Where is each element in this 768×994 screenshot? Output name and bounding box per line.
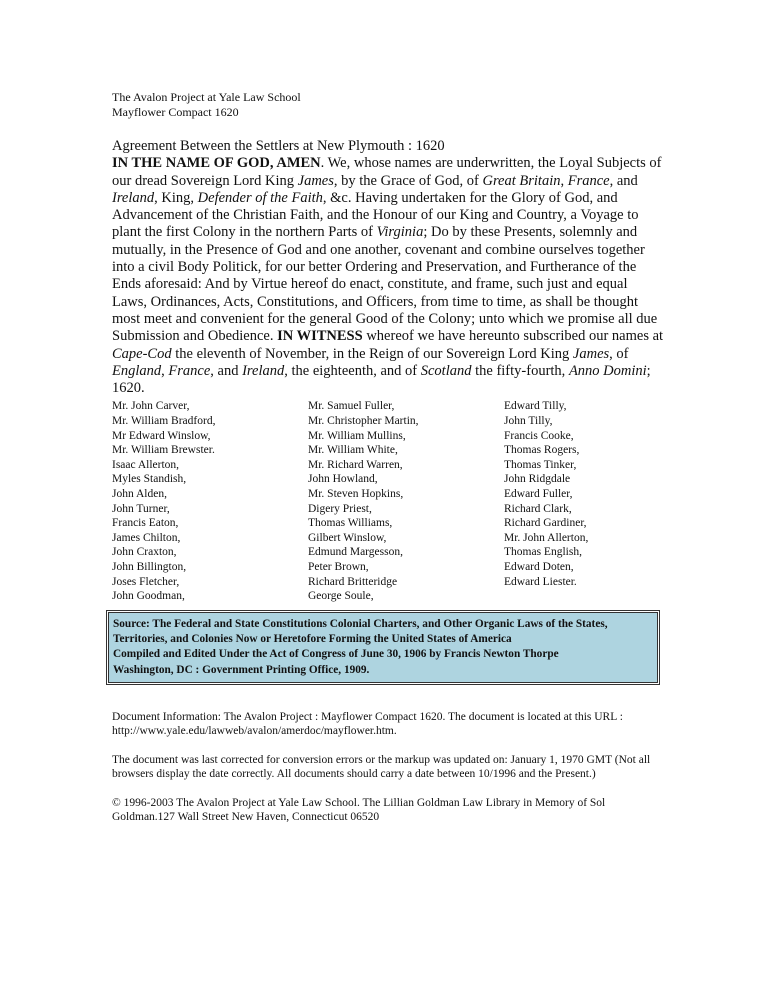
source-line: Territories, and Colonies Now or Heretofore Forming the United States of America: [113, 633, 512, 646]
signers-column-2: [308, 399, 504, 603]
signer-name: Gilbert Winslow,: [308, 531, 387, 544]
signer-name: Edmund Margesson,: [308, 546, 403, 559]
document-subtitle: Mayflower Compact 1620: [112, 105, 239, 119]
signer-name: John Turner,: [112, 502, 170, 515]
compact-text-segment: Anno Domini: [568, 362, 647, 379]
compact-text-segment: Ireland: [242, 362, 285, 379]
compact-text-segment: France: [567, 172, 610, 189]
signer-name: Thomas Rogers,: [504, 444, 580, 457]
compact-text-segment: Scotland: [420, 362, 472, 379]
signer-name: John Goodman,: [112, 590, 185, 603]
copyright-notice: © 1996-2003 The Avalon Project at Yale Law School. The Lillian Goldman Law Library in Memory of Sol Goldman.127 Wall Street New Haven, Connecticut 06520: [112, 796, 606, 823]
signer-name: Francis Cooke,: [504, 429, 574, 442]
compact-text-segment: ; 1620.: [112, 362, 651, 397]
compact-text-segment: , &c. Having undertaken for the Glory of God, and Advancement of the Christian Faith, and the Honour of our King and Country, a Voyage to plant the first Colony in the northern Parts of: [112, 189, 639, 241]
signer-name: Mr Edward Winslow,: [112, 429, 211, 442]
signer-name: Edward Liester.: [504, 575, 577, 588]
signer-name: Mr. William Brewster.: [112, 444, 215, 457]
signer-name: Mr. John Carver,: [112, 400, 190, 413]
compact-text-segment: , and: [609, 172, 638, 189]
signer-name: Francis Eaton,: [112, 517, 179, 530]
compact-text-segment: , and: [210, 362, 243, 379]
source-line: Source: The Federal and State Constitutions Colonial Charters, and Other Organic Laws of the States,: [113, 617, 608, 630]
signer-name: Richard Clark,: [504, 502, 572, 515]
signer-name: Edward Tilly,: [504, 400, 567, 413]
compact-text-segment: England: [112, 362, 162, 379]
compact-text-segment: IN THE NAME OF GOD, AMEN: [112, 155, 321, 172]
signer-name: John Howland,: [308, 473, 378, 486]
signer-name: Mr. John Allerton,: [504, 531, 589, 544]
compact-text-segment: Ireland: [112, 189, 155, 206]
compact-text: [112, 138, 664, 397]
compact-text-segment: James: [297, 172, 334, 189]
compact-text-segment: ; Do by these Presents, solemnly and mutually, in the Presence of God and one another, covenant and combine ourselves together into a civil Body Politick, for our better Ordering and Preservation, and Furtherance of the Ends aforesaid: And by Virtue hereof do enact, constitute, and frame, such just and equal Laws, Ordinances, Acts, Constitutions, and Officers, from time to time, as shall be thought most meet and convenient for the general Good of the Colony; unto which we promise all due Submission and Obedience.: [112, 224, 658, 345]
signer-name: Mr. William White,: [308, 444, 398, 457]
compact-text-segment: , the eighteenth, and of: [284, 362, 421, 379]
signer-name: George Soule,: [308, 590, 374, 603]
signers-column-3: [504, 399, 664, 603]
signer-name: Thomas English,: [504, 546, 582, 559]
signer-name: John Alden,: [112, 488, 167, 501]
signer-name: James Chilton,: [112, 531, 181, 544]
compact-text-segment: , King,: [154, 189, 198, 206]
document-url-info: Document Information: The Avalon Project : Mayflower Compact 1620. The document is located at this URL : http://www.yale.edu/lawweb/avalon/amerdoc/mayflower.htm.: [112, 710, 623, 738]
signer-name: Richard Britteridge: [308, 575, 398, 588]
signer-name: Thomas Tinker,: [504, 458, 577, 471]
signer-name: Mr. William Bradford,: [112, 415, 216, 428]
document-information: [112, 710, 664, 824]
signer-name: Digery Priest,: [308, 502, 372, 515]
compact-text-segment: James: [572, 345, 610, 362]
compact-text-segment: Cape-Cod: [112, 345, 172, 362]
compact-text-segment: the fifty-fourth,: [471, 362, 569, 379]
correction-date-info: The document was last corrected for conversion errors or the markup was updated on: January 1, 1970 GMT (Not all browsers display the date correctly. All documents should carry a date between 10/1996 and the Present.): [112, 753, 651, 781]
signer-name: John Tilly,: [504, 415, 553, 428]
site-title: The Avalon Project at Yale Law School: [112, 90, 301, 104]
signer-name: Mr. Richard Warren,: [308, 458, 403, 471]
compact-title: Agreement Between the Settlers at New Plymouth : 1620: [112, 138, 445, 154]
compact-text-segment: the eleventh of November, in the Reign of our Sovereign Lord King: [171, 345, 573, 362]
signer-name: Myles Standish,: [112, 473, 187, 486]
signer-name: Edward Doten,: [504, 560, 574, 573]
signer-name: Richard Gardiner,: [504, 517, 587, 530]
document-page: [112, 90, 664, 838]
compact-text-segment: Defender of the Faith: [197, 189, 323, 206]
compact-text-segment: Virginia: [376, 224, 424, 241]
compact-text-segment: IN WITNESS: [277, 328, 363, 345]
signers-list: [112, 399, 664, 603]
compact-body: [112, 155, 664, 397]
signer-name: Mr. Christopher Martin,: [308, 415, 419, 428]
signer-name: Mr. Samuel Fuller,: [308, 400, 395, 413]
compact-text-segment: Great Britain: [482, 172, 561, 189]
signer-name: John Craxton,: [112, 546, 177, 559]
compact-text-segment: ,: [560, 172, 568, 189]
signer-name: Isaac Allerton,: [112, 458, 180, 471]
signer-name: John Billington,: [112, 560, 187, 573]
compact-text-segment: ,: [161, 362, 169, 379]
signer-name: John Ridgdale: [504, 473, 571, 486]
signer-name: Thomas Williams,: [308, 517, 393, 530]
signer-name: Mr. William Mullins,: [308, 429, 406, 442]
compact-text-segment: . We, whose names are underwritten, the Loyal Subjects of our dread Sovereign Lord King: [112, 155, 662, 189]
compact-text-segment: France: [168, 362, 211, 379]
compact-text-segment: , by the Grace of God, of: [333, 172, 483, 189]
source-line: Washington, DC : Government Printing Office, 1909.: [113, 663, 370, 676]
signer-name: Edward Fuller,: [504, 488, 573, 501]
signer-name: Mr. Steven Hopkins,: [308, 488, 404, 501]
compact-text-segment: , of: [609, 345, 629, 362]
signer-name: Joses Fletcher,: [112, 575, 180, 588]
source-line: Compiled and Edited Under the Act of Congress of June 30, 1906 by Francis Newton Thorpe: [113, 648, 559, 661]
source-citation-box: [106, 610, 660, 685]
signer-name: Peter Brown,: [308, 560, 369, 573]
compact-text-segment: whereof we have hereunto subscribed our names at: [362, 328, 664, 345]
signers-column-1: [112, 399, 308, 603]
